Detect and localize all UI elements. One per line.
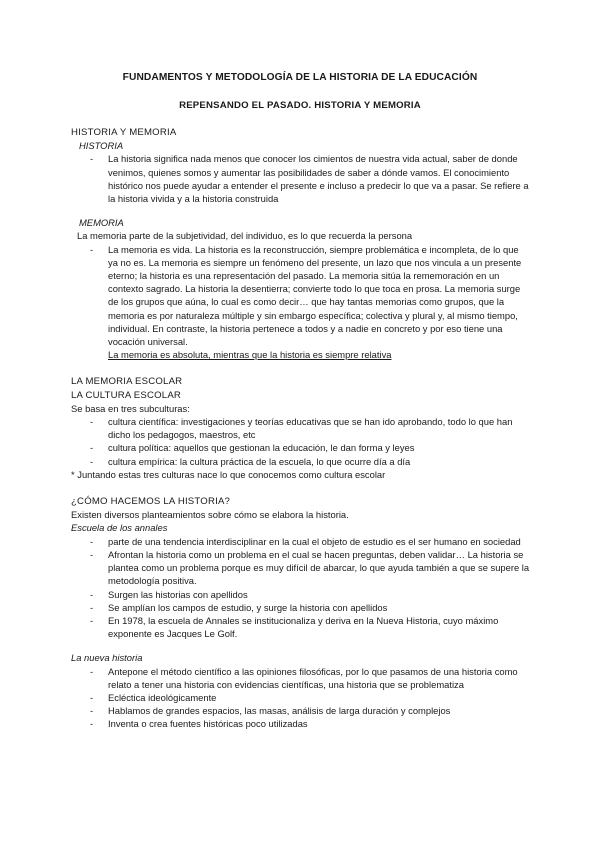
memoria-text: La memoria es vida. La historia es la reconstrucción, siempre problemática e incompleta, de lo que ya no es. La memoria es siempre un fenómeno del presente, un lazo que nos vincula a un presente eterno; la historia es una representación del pasado. La memoria sitúa la rememoración en un contexto sagrado. La historia la desentierra; convierte todo lo que toca en prosa. La memoria surge de los grupos que aúna, lo cual es como decir… que hay tantas memorias como grupos, que la memoria es por naturaleza múltiple y sin embargo específica; colectiva y plural y, al mismo tiempo, individual. En contraste, la historia pertenece a todos y a nadie en concreto y por eso tiene una vocación universal.	[108, 243, 522, 348]
nueva-historia-list	[71, 665, 531, 731]
section-heading-cultura-escolar: LA CULTURA ESCOLAR	[71, 389, 182, 401]
list-item	[108, 243, 531, 362]
memoria-underlined-text: La memoria es absoluta, mientras que la historia es siempre relativa	[108, 349, 392, 361]
memoria-list	[71, 243, 531, 362]
list-item: - cultura empírica: la cultura práctica de la escuela, lo que ocurre día a día	[108, 455, 531, 468]
cultura-intro: Se basa en tres subculturas:	[71, 402, 190, 414]
memoria-intro: La memoria parte de la subjetividad, del individuo, es lo que recuerda la persona	[77, 230, 413, 242]
subheading-memoria: MEMORIA	[79, 217, 124, 229]
document-body	[71, 126, 531, 731]
list-item: - parte de una tendencia interdisciplinar en la cual el objeto de estudio es el ser humano en sociedad	[108, 535, 531, 548]
subheading-annales: Escuela de los annales	[71, 522, 168, 534]
list-item: - cultura científica: investigaciones y teorías educativas que se han ido aprobando, todo lo que han dicho los pedagogos, maestros, etc	[108, 415, 531, 441]
list-item: - Inventa o crea fuentes históricas poco utilizadas	[108, 717, 531, 730]
section-heading-memoria-escolar: LA MEMORIA ESCOLAR	[71, 376, 183, 388]
document-title: FUNDAMENTOS Y METODOLOGÍA DE LA HISTORIA DE LA EDUCACIÓN	[122, 72, 478, 83]
annales-list	[71, 535, 531, 641]
list-item: - Surgen las historias con apellidos	[108, 588, 531, 601]
list-item: - Hablamos de grandes espacios, las masas, análisis de larga duración y complejos	[108, 704, 531, 717]
list-item: - La historia significa nada menos que conocer los cimientos de nuestra vida actual, saber de donde venimos, quienes somos y aumentar las posibilidades de saber a dónde vamos. El conocimiento histórico nos puede ayudar a entender el presente e incluso a predecir lo que va a pasar. Se refiere a la historia vivida y a la historia construida	[108, 152, 531, 205]
list-item: - Afrontan la historia como un problema en el cual se hacen preguntas, deben validar… La historia se plantea como un problema porque es muy difícil de abarcar, lo que ayuda también a que se supere la metodología positiva.	[108, 548, 531, 588]
section-heading-historia-memoria: HISTORIA Y MEMORIA	[71, 127, 177, 138]
list-item: - Antepone el método científico a las opiniones filosóficas, por lo que pasamos de una historia como relato a tener una historia con evidencias científicas, una historia que se problematiza	[108, 665, 531, 691]
historia-list	[71, 152, 531, 205]
como-intro: Existen diversos planteamientos sobre cómo se elabora la historia.	[71, 509, 349, 521]
list-item: - cultura política: aquellos que gestionan la educación, le dan forma y leyes	[108, 441, 531, 454]
subheading-nueva-historia: La nueva historia	[71, 652, 143, 664]
list-item: - Se amplían los campos de estudio, y surge la historia con apellidos	[108, 601, 531, 614]
document-subtitle: REPENSANDO EL PASADO. HISTORIA Y MEMORIA	[179, 100, 421, 111]
subheading-historia: HISTORIA	[79, 140, 124, 152]
list-item: - En 1978, la escuela de Annales se institucionaliza y deriva en la Nueva Historia, cuyo máximo exponente es Jacques Le Golf.	[108, 614, 531, 640]
list-item: - Ecléctica ideológicamente	[108, 691, 531, 704]
subculturas-list	[71, 415, 531, 468]
section-heading-como-hacemos: ¿CÓMO HACEMOS LA HISTORIA?	[71, 496, 231, 508]
cultura-note: * Juntando estas tres culturas nace lo que conocemos como cultura escolar	[71, 468, 386, 480]
